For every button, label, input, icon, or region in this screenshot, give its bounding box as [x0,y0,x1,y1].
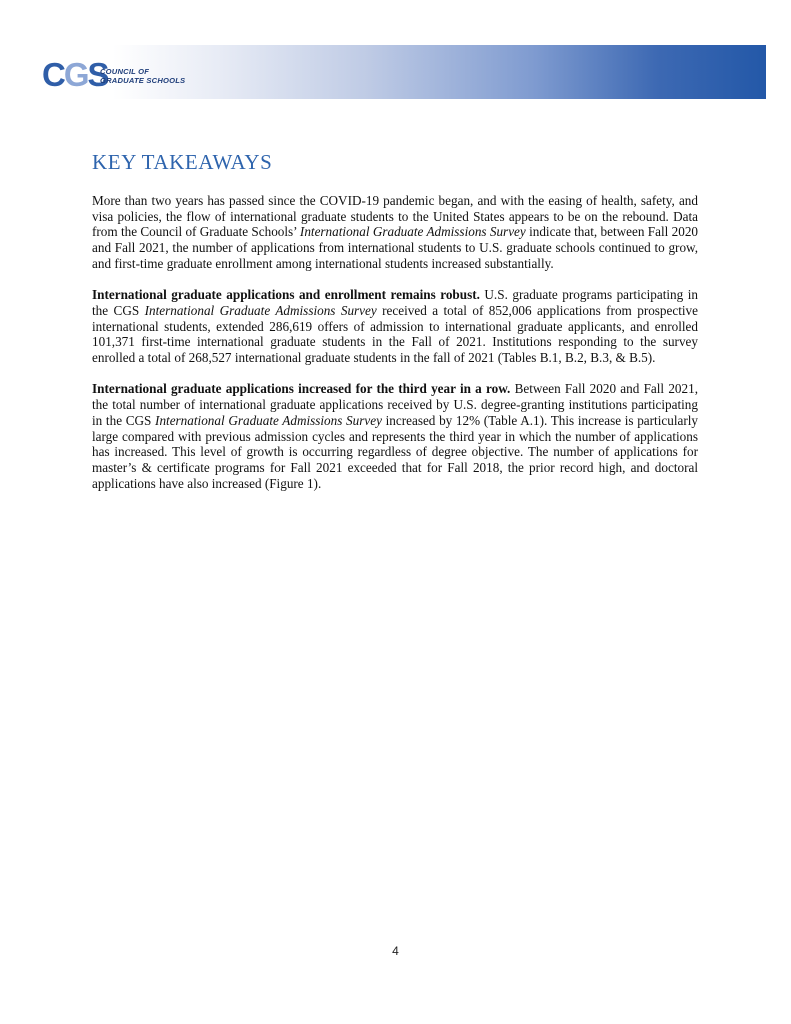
cgs-logo-text [100,67,230,85]
logo-line2: GRADUATE SCHOOLS [100,76,186,85]
p3-lead: International graduate applications increased for the third year in a row. [92,381,511,397]
p3-survey-name: International Graduate Admissions Survey [155,412,382,428]
page-number: 4 [392,944,399,958]
p2-lead: International graduate applications and enrollment remains robust. [92,287,480,303]
paragraph-enrollment [92,287,698,366]
p2-text-end: received a total of 852,006 applications from prospective international students, extended 286,619 offers of admission to international graduate applicants, and enrolled 101,371 first-time international graduate students in the Fall of 2021. Institutions responding to the survey enrolled a total of 268,527 international graduate students in the fall of 2021 (Tables B.1, B.2, B.3, & B.5). [92,302,699,366]
logo-line1: COUNCIL OF [100,67,150,76]
document-body [92,193,698,507]
paragraph-applications [92,381,698,491]
section-title: KEY TAKEAWAYS [92,150,273,174]
p2-text: U.S. graduate programs participating in the CGS [92,287,699,318]
p1-text-end: indicate that, between Fall 2020 and Fall 2021, the number of applications from international students to U.S. graduate schools continued to grow, and first-time graduate enrollment among international students increased substantially. [92,224,699,271]
p3-text-end: increased by 12% (Table A.1). This increase is particularly large compared with previous admission cycles and represents the third year in which the number of applications has increased. This level of growth is occurring regardless of degree objective. The number of applications for master’s & certificate programs for Fall 2021 exceeded that for Fall 2018, the prior record high, and doctoral applications have also increased (Figure 1). [92,412,698,491]
p3-text: Between Fall 2020 and Fall 2021, the total number of international graduate applications received by U.S. degree-granting institutions participating in the CGS [92,381,698,428]
p1-survey-name: International Graduate Admissions Survey [299,224,526,240]
cgs-logo-mark: CGS [42,56,108,93]
paragraph-intro [92,193,698,272]
p1-text: More than two years has passed since the COVID-19 pandemic began, and with the easing of health, safety, and visa policies, the flow of international graduate students to the United States appears to be on the rebound. Data from the Council of Graduate Schools’ [92,193,698,240]
p2-survey-name: International Graduate Admissions Survey [144,302,377,318]
